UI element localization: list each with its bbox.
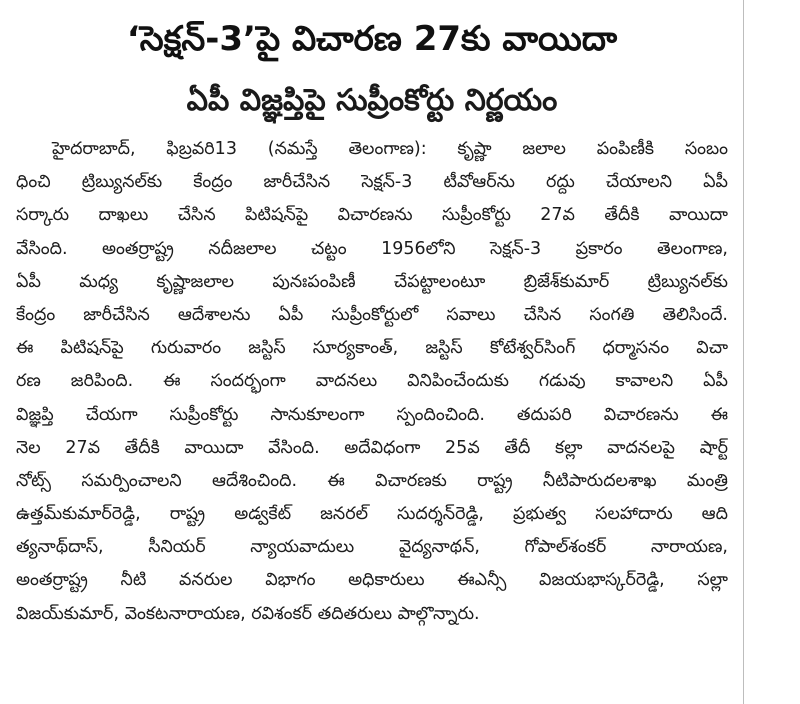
subheadline: ఏపీ విజ్ఞప్తిపై సుప్రీంకోర్టు నిర్ణయం	[186, 83, 558, 118]
body-line: ఈ పిటిషన్‌పై గురువారం జస్టిస్ సూర్యకాంత్, జస్టిస్ కోటేశ్వర్‌సింగ్ ధర్మాసనం విచా	[16, 338, 728, 359]
headline: ‘సెక్షన్-3’పై విచారణ 27కు వాయిదా	[126, 19, 618, 59]
body-line: కేంద్రం జారీచేసిన ఆదేశాలను ఏపీ సుప్రీంకోర్టులో సవాలు చేసిన సంగతి తెలిసిందే.	[16, 304, 728, 325]
body-line: ఉత్తమ్‌కుమార్‌రెడ్డి, రాష్ట్ర అడ్వకేట్ జనరల్ సుదర్శన్‌రెడ్డి, ప్రభుత్వ సలహాదారు ఆది	[16, 504, 728, 525]
body-line: నెల 27వ తేదీకి వాయిదా వేసింది. అదేవిధంగా 25వ తేదీ కల్లా వాదనలపై షార్ట్	[16, 437, 728, 458]
body-line: విజ్ఞప్తి చేయగా సుప్రీంకోర్టు సానుకూలంగా స్పందించింది. తదుపరి విచారణను ఈ	[16, 404, 728, 425]
body-line: హైదరాబాద్, ఫిబ్రవరి13 (నమస్తే తెలంగాణ): కృష్ణా జలాల పంపిణీకి సంబం	[52, 139, 728, 159]
body-line: ధించి ట్రిబ్యునల్‌కు కేంద్రం జారీచేసిన సెక్షన్-3 టీవోఆర్‌ను రద్దు చేయాలని ఏపీ	[16, 172, 728, 193]
body-line: అంతర్రాష్ట్ర నీటి వనరుల విభాగం అధికారులు ఈఎన్సీ విజయభాస్కర్‌రెడ్డి, సల్లా	[16, 570, 728, 591]
body-line: సర్కారు దాఖలు చేసిన పిటిషన్‌పై విచారణను సుప్రీంకోర్టు 27వ తేదీకి వాయిదా	[16, 205, 728, 226]
body-line: నోట్స్ సమర్పించాలని ఆదేశించింది. ఈ విచారణకు రాష్ట్ర నీటిపారుదలశాఖ మంత్రి	[16, 470, 728, 491]
body-line: త్యనాథ్‌దాస్, సీనియర్ న్యాయవాదులు వైద్యనాథన్, గోపాల్‌శంకర్ నారాయణ,	[16, 537, 728, 558]
body-line: విజయ్‌కుమార్, వెంకటనారాయణ, రవిశంకర్ తదితరులు పాల్గొన్నారు.	[16, 603, 480, 624]
body-line: వేసింది. అంతర్రాష్ట్ర నదీజలాల చట్టం 1956లోని సెక్షన్-3 ప్రకారం తెలంగాణ,	[16, 238, 728, 259]
body-line: ఏపీ మధ్య కృష్ణాజలాల పునఃపంపిణీ చేపట్టాలంటూ బ్రిజేశ్‌కుమార్ ట్రిబ్యునల్‌కు	[16, 271, 728, 292]
article-body	[16, 133, 728, 631]
body-line: రణ జరిపింది. ఈ సందర్భంగా వాదనలు వినిపించేందుకు గడువు కావాలని ఏపీ	[16, 371, 728, 392]
